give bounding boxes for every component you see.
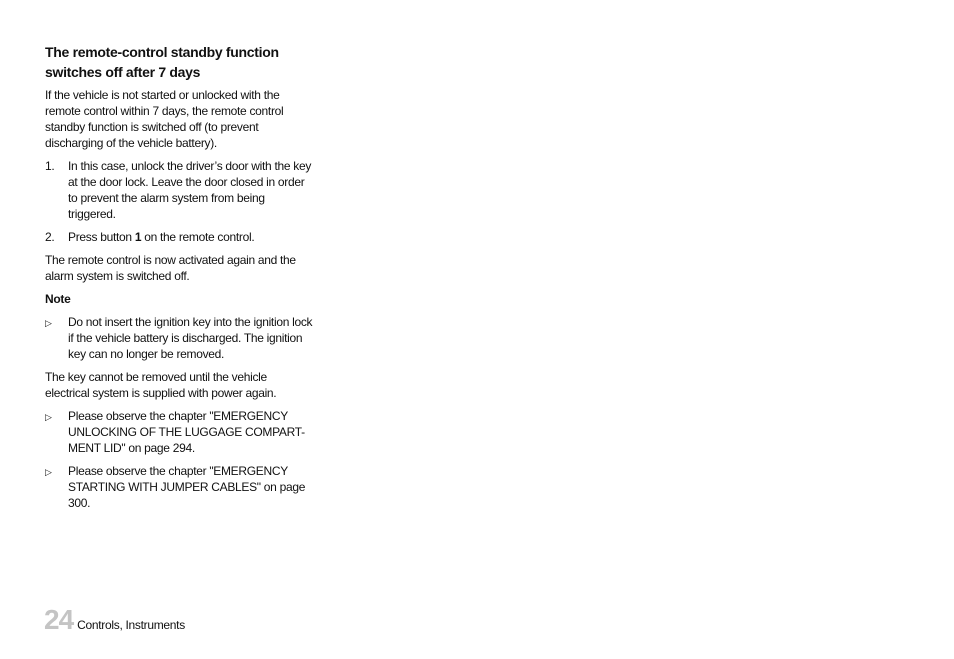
intro-paragraph: If the vehicle is not started or unlocked with the remote control within 7 days, the remote control standby function is switched off (to prevent discharging of the vehicle battery). [45,88,284,150]
page-number: 24 [44,604,74,635]
step-text: Press button [68,230,135,244]
triangle-bullet-icon: ▷ [45,318,52,328]
step-item [45,158,313,222]
note-item [45,314,313,362]
button-reference: 1 [134,230,142,244]
triangle-bullet-icon: ▷ [45,412,52,422]
step-text: on the remote control. [141,230,255,244]
triangle-bullet-icon: ▷ [45,467,52,477]
step-number: 2. [45,230,55,244]
reference-text: Please observe the chapter "EMERGENCY STARTING WITH JUMPER CABLES" on page 300. [68,464,306,510]
text-column [45,42,313,518]
page-footer [44,604,185,636]
step-text: In this case, unlock the driver’s door with the key at the door lock. Leave the door closed in order to prevent the alarm system from being triggered. [68,159,312,221]
note-heading: Note [45,292,71,306]
key-info-paragraph: The key cannot be removed until the vehicle electrical system is supplied with power again. [45,370,277,400]
reference-text: Please observe the chapter "EMERGENCY UNLOCKING OF THE LUGGAGE COMPART-MENT LID" on page 294. [68,409,305,455]
result-paragraph: The remote control is now activated again and the alarm system is switched off. [45,253,296,283]
step-item [45,229,313,245]
reference-item [45,408,313,456]
section-name: Controls, Instruments [77,618,185,632]
step-number: 1. [45,159,55,173]
reference-item [45,463,313,511]
note-text: Do not insert the ignition key into the ignition lock if the vehicle battery is discharged. The ignition key can no longer be removed. [68,315,313,361]
section-heading: The remote-control standby function switches off after 7 days [45,44,279,80]
